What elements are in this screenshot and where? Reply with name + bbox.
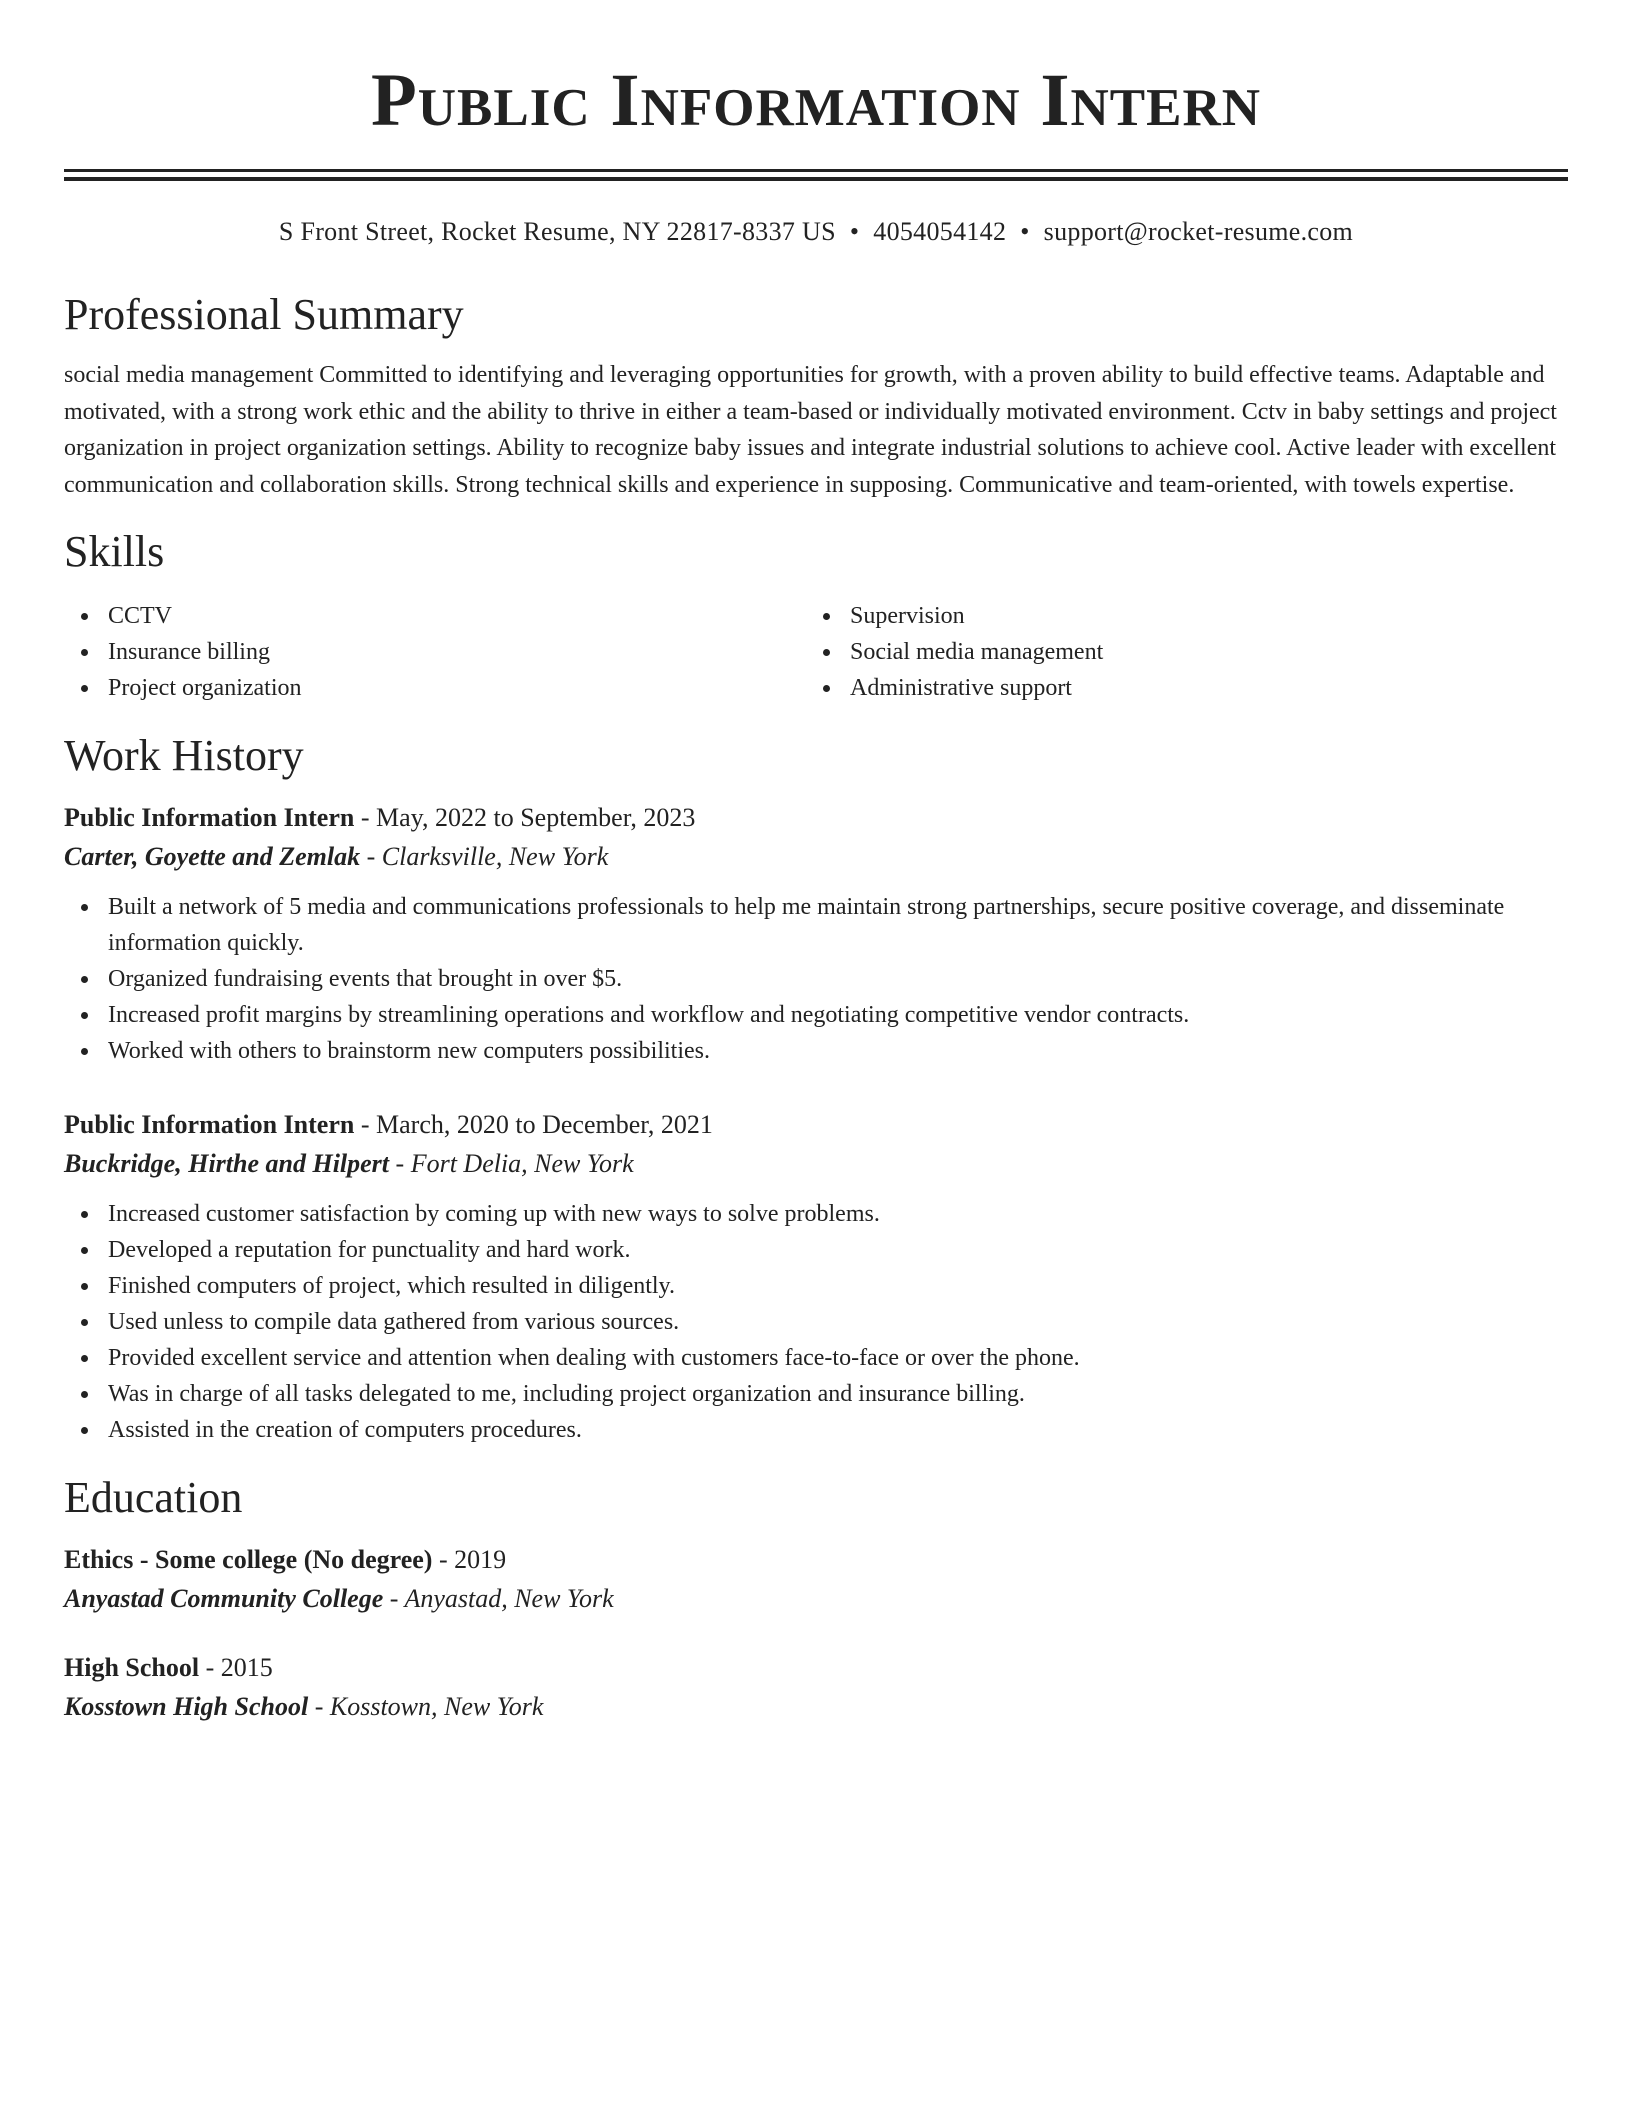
skills-heading: Skills — [64, 527, 165, 576]
contact-line — [64, 214, 1568, 250]
job-bullet: Assisted in the creation of computers procedures. — [64, 1412, 1568, 1448]
skill-item: Supervision — [806, 598, 1548, 634]
school-line — [64, 1687, 1568, 1726]
job-bullet: Was in charge of all tasks delegated to me, including project organization and insurance billing. — [64, 1376, 1568, 1412]
job-bullet: Organized fundraising events that brought in over $5. — [64, 961, 1568, 997]
job-entry — [64, 1105, 1568, 1448]
company-line — [64, 837, 1568, 876]
job-entry — [64, 798, 1568, 1069]
company-name: Buckridge, Hirthe and Hilpert — [64, 1149, 390, 1178]
job-bullet: Increased profit margins by streamlining operations and workflow and negotiating competitive vendor contracts. — [64, 997, 1568, 1033]
job-dates: - March, 2020 to December, 2021 — [354, 1110, 713, 1139]
degree-name: High School — [64, 1653, 200, 1682]
job-bullet: Increased customer satisfaction by coming up with new ways to solve problems. — [64, 1196, 1568, 1232]
job-bullets — [64, 1196, 1568, 1448]
school-location: - Kosstown, New York — [308, 1692, 544, 1721]
title-divider — [64, 169, 1568, 181]
company-name: Carter, Goyette and Zemlak — [64, 842, 361, 871]
job-bullet: Built a network of 5 media and communications professionals to help me maintain strong partnerships, secure positive coverage, and disseminate information quickly. — [64, 889, 1568, 961]
education-entry — [64, 1540, 1568, 1618]
contact-separator: • — [1020, 217, 1030, 246]
contact-separator: • — [849, 217, 860, 246]
degree-line — [64, 1540, 1568, 1579]
job-title: Public Information Intern — [64, 1110, 355, 1139]
job-bullet: Worked with others to brainstorm new computers possibilities. — [64, 1033, 1568, 1069]
resume-title: Public Information Intern — [370, 59, 1262, 142]
skill-item: Project organization — [64, 670, 806, 706]
degree-name: Ethics - Some college (No degree) — [64, 1545, 433, 1574]
summary-heading: Professional Summary — [64, 290, 464, 339]
job-title: Public Information Intern — [64, 803, 355, 832]
school-line — [64, 1579, 1568, 1618]
contact-phone: 4054054142 — [873, 217, 1007, 246]
skill-item: Insurance billing — [64, 634, 806, 670]
school-name: Kosstown High School — [64, 1692, 309, 1721]
education-entry — [64, 1648, 1568, 1726]
job-title-line — [64, 1105, 1568, 1144]
skill-item: Social media management — [806, 634, 1548, 670]
job-bullet: Used unless to compile data gathered from various sources. — [64, 1304, 1568, 1340]
school-name: Anyastad Community College — [64, 1584, 384, 1613]
skill-item: CCTV — [64, 598, 806, 634]
company-location: - Fort Delia, New York — [389, 1149, 634, 1178]
skill-item: Administrative support — [806, 670, 1548, 706]
company-location: - Clarksville, New York — [360, 842, 609, 871]
contact-email: support@rocket-resume.com — [1043, 217, 1354, 246]
contact-address: S Front Street, Rocket Resume, NY 22817-8337 US — [278, 217, 836, 246]
school-location: - Anyastad, New York — [383, 1584, 614, 1613]
job-bullet: Finished computers of project, which resulted in diligently. — [64, 1268, 1568, 1304]
skills-column-right — [806, 598, 1548, 706]
education-heading: Education — [64, 1473, 243, 1522]
job-bullet: Provided excellent service and attention when dealing with customers face-to-face or over the phone. — [64, 1340, 1568, 1376]
degree-line — [64, 1648, 1568, 1687]
skills-list — [64, 598, 1568, 706]
skills-column-left — [64, 598, 806, 706]
company-line — [64, 1144, 1568, 1183]
job-dates: - May, 2022 to September, 2023 — [354, 803, 696, 832]
job-bullet: Developed a reputation for punctuality and hard work. — [64, 1232, 1568, 1268]
summary-text: social media management Committed to identifying and leveraging opportunities for growth, with a proven ability to build effective teams. Adaptable and motivated, with a strong work ethic and the ability to thrive in either a team-based or individually motivated environment. Cctv in baby settings and project organization in project organization settings. Ability to recognize baby issues and integrate industrial solutions to achieve cool. Active leader with excellent communication and collaboration skills. Strong technical skills and experience in supposing. Communicative and team-oriented, with towels expertise. — [64, 362, 1557, 498]
job-title-line — [64, 798, 1568, 837]
job-bullets — [64, 889, 1568, 1069]
degree-year: - 2019 — [432, 1545, 507, 1574]
degree-year: - 2015 — [199, 1653, 273, 1682]
work-history-heading: Work History — [64, 731, 304, 780]
